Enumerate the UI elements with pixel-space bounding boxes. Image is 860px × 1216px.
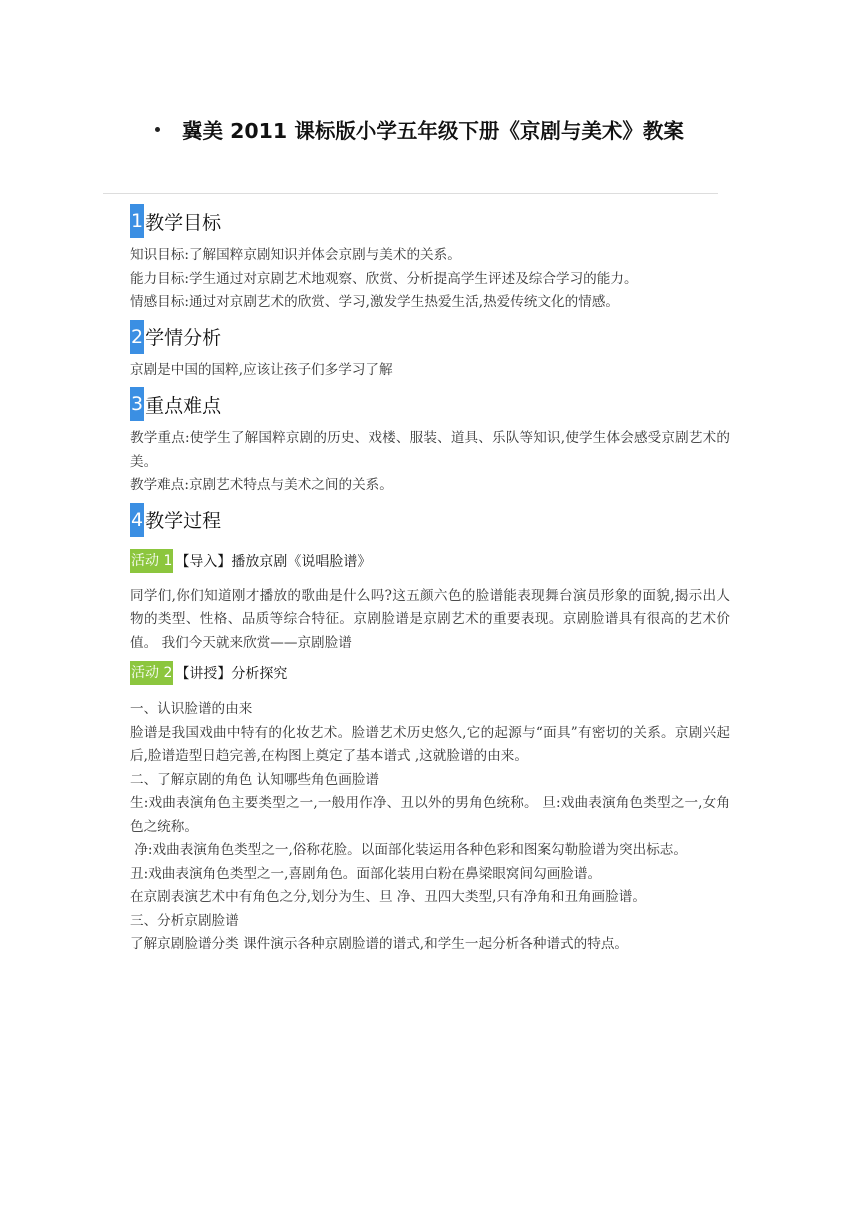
- paragraph: 同学们,你们知道刚才播放的歌曲是什么吗?这五颜六色的脸谱能表现舞台演员形象的面貌,揭示出人物的类型、性格、品质等综合特征。京剧脸谱是京剧艺术的重要表现。京剧脸谱具有很高的艺术价值。 我们今天就来欣赏——京剧脸谱: [130, 587, 730, 651]
- section-title: 教学目标: [145, 211, 222, 234]
- section-title: 学情分析: [145, 327, 222, 349]
- bullet-icon: [155, 127, 160, 132]
- section-heading: [130, 387, 730, 421]
- document-title: 冀美 2011 课标版小学五年级下册《京剧与美术》教案: [182, 119, 684, 143]
- activity-2: [130, 661, 730, 957]
- paragraph: 三、分析京剧脸谱: [130, 912, 239, 929]
- activity-title: 【讲授】分析探究: [175, 666, 288, 682]
- activity-title: 【导入】播放京剧《说唱脸谱》: [175, 553, 372, 570]
- content-body: [130, 204, 730, 957]
- section-process: [130, 503, 730, 537]
- section-heading: [130, 320, 730, 354]
- paragraph: 情感目标:通过对京剧艺术的欣赏、学习,激发学生热爱生活,热爱传统文化的情感。: [130, 294, 620, 310]
- paragraph: 教学难点:京剧艺术特点与美术之间的关系。: [130, 477, 393, 493]
- section-number-badge: 4: [130, 503, 144, 537]
- activity-heading: [130, 661, 730, 685]
- section-number-badge: 2: [130, 320, 144, 354]
- paragraph: 在京剧表演艺术中有角色之分,划分为生、旦 净、丑四大类型,只有净角和丑角画脸谱。: [130, 889, 646, 905]
- paragraph: 生:戏曲表演角色主要类型之一,一般用作净、丑以外的男角色统称。 旦:戏曲表演角色类型之一,女角色之统称。: [130, 795, 730, 835]
- paragraph: 了解京剧脸谱分类 课件演示各种京剧脸谱的谱式,和学生一起分析各种谱式的特点。: [130, 936, 629, 952]
- paragraph: 丑:戏曲表演角色类型之一,喜剧角色。面部化装用白粉在鼻梁眼窝间勾画脸谱。: [130, 865, 602, 882]
- paragraph: 二、了解京剧的角色 认知哪些角色画脸谱: [130, 771, 380, 788]
- title-row: [155, 113, 684, 145]
- section-heading: [130, 503, 730, 537]
- section-objectives: [130, 204, 730, 315]
- paragraph: 京剧是中国的国粹,应该让孩子们多学习了解: [130, 361, 393, 378]
- paragraph: 能力目标:学生通过对京剧艺术地观察、欣赏、分析提高学生评述及综合学习的能力。: [130, 270, 638, 287]
- paragraph: 一、认识脸谱的由来: [130, 701, 253, 717]
- activity-tag: 活动 2: [130, 661, 173, 685]
- activity-heading: [130, 549, 730, 573]
- activity-1: [130, 549, 730, 656]
- section-number-badge: 1: [130, 204, 144, 238]
- section-number-badge: 3: [130, 387, 144, 421]
- divider: [103, 193, 718, 194]
- section-title: 重点难点: [145, 394, 222, 417]
- section-title: 教学过程: [145, 510, 222, 532]
- paragraph: 净:戏曲表演角色类型之一,俗称花脸。以面部化装运用各种色彩和图案勾勒脸谱为突出标志。: [130, 842, 687, 858]
- section-heading: [130, 204, 730, 238]
- section-key-points: [130, 387, 730, 498]
- activity-tag: 活动 1: [130, 549, 173, 573]
- paragraph: 教学重点:使学生了解国粹京剧的历史、戏楼、服装、道具、乐队等知识,使学生体会感受京剧艺术的美。: [130, 430, 730, 470]
- paragraph: 知识目标:了解国粹京剧知识并体会京剧与美术的关系。: [130, 247, 461, 263]
- paragraph: 脸谱是我国戏曲中特有的化妆艺术。脸谱艺术历史悠久,它的起源与“面具”有密切的关系。京剧兴起后,脸谱造型日趋完善,在构图上奠定了基本谱式 ,这就脸谱的由来。: [130, 724, 730, 764]
- section-learner-analysis: [130, 320, 730, 383]
